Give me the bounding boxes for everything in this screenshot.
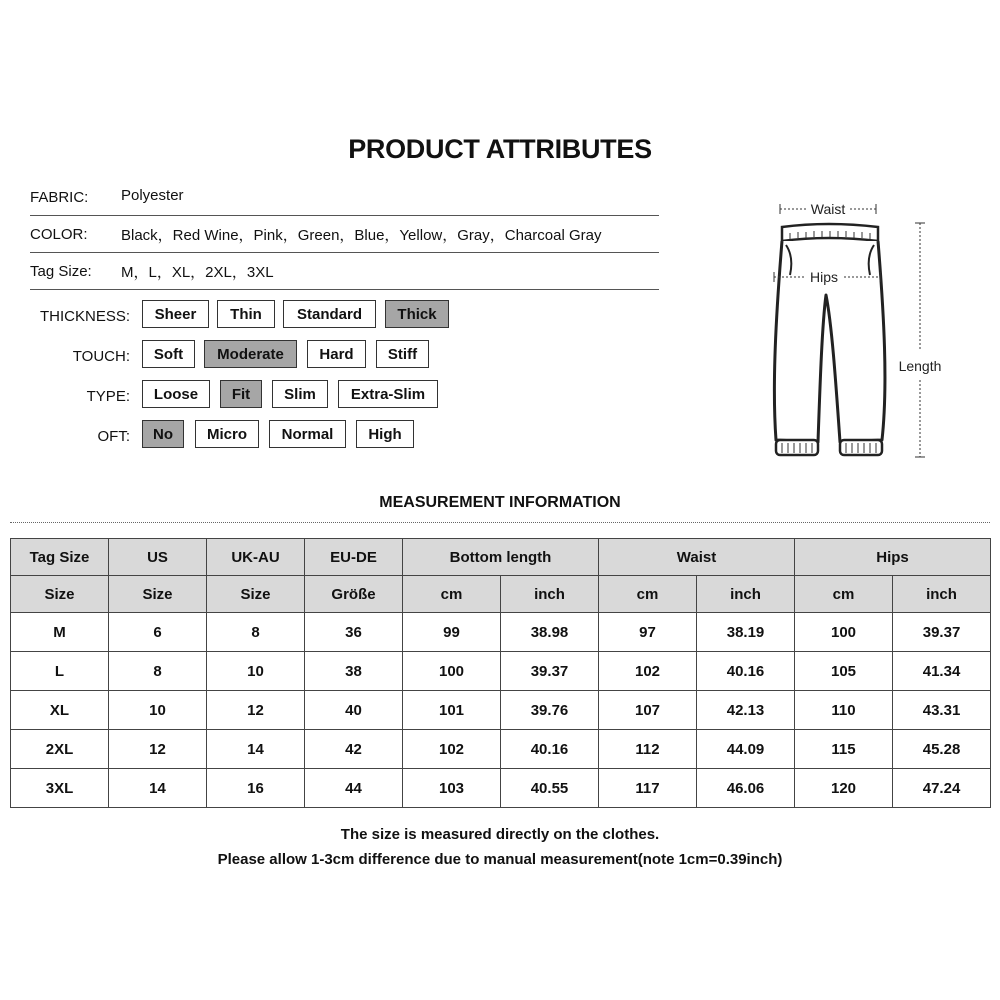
table-cell: 46.06 <box>697 769 795 808</box>
option-slim[interactable]: Slim <box>272 380 328 408</box>
table-cell: 39.37 <box>893 613 991 652</box>
table-cell: 3XL <box>11 769 109 808</box>
table-cell: 100 <box>403 652 501 691</box>
table-cell: 12 <box>109 730 207 769</box>
oft-label: OFT: <box>97 428 130 445</box>
color-row <box>30 215 659 253</box>
table-cell: 47.24 <box>893 769 991 808</box>
waist-label: Waist <box>810 201 846 217</box>
type-label: TYPE: <box>86 388 130 405</box>
subheader-cell: Größe <box>305 576 403 613</box>
table-cell: 6 <box>109 613 207 652</box>
table-cell: 14 <box>207 730 305 769</box>
option-hard[interactable]: Hard <box>307 340 366 368</box>
color-value: Black，Red Wine，Pink，Green，Blue，Yellow，Gray，Charcoal Gray <box>121 227 602 244</box>
subheader-cell: inch <box>697 576 795 613</box>
table-row <box>11 769 991 808</box>
header-cell: Hips <box>795 539 991 576</box>
option-sheer[interactable]: Sheer <box>142 300 209 328</box>
option-soft[interactable]: Soft <box>142 340 195 368</box>
table-cell: 99 <box>403 613 501 652</box>
table-cell: 117 <box>599 769 697 808</box>
fabric-value: Polyester <box>121 187 184 204</box>
table-cell: 10 <box>207 652 305 691</box>
tag-size-value: M，L，XL，2XL，3XL <box>121 264 274 281</box>
table-header-row <box>11 539 991 576</box>
table-cell: 102 <box>599 652 697 691</box>
option-extra-slim[interactable]: Extra-Slim <box>338 380 438 408</box>
page-title: PRODUCT ATTRIBUTES <box>348 134 652 164</box>
measurement-title: MEASUREMENT INFORMATION <box>379 494 621 511</box>
table-cell: 107 <box>599 691 697 730</box>
table-cell: 103 <box>403 769 501 808</box>
option-micro[interactable]: Micro <box>195 420 259 448</box>
table-cell: 40.16 <box>501 730 599 769</box>
fabric-row <box>30 178 659 216</box>
table-cell: 40 <box>305 691 403 730</box>
table-cell: 8 <box>109 652 207 691</box>
table-subheader-row <box>11 576 991 613</box>
table-cell: 112 <box>599 730 697 769</box>
color-label: COLOR: <box>30 226 88 243</box>
thickness-label: THICKNESS: <box>39 308 130 325</box>
table-cell: 38 <box>305 652 403 691</box>
table-cell: 38.98 <box>501 613 599 652</box>
table-row <box>11 613 991 652</box>
table-cell: 40.16 <box>697 652 795 691</box>
option-standard[interactable]: Standard <box>283 300 376 328</box>
table-cell: 105 <box>795 652 893 691</box>
table-cell: 110 <box>795 691 893 730</box>
fabric-label: FABRIC: <box>30 189 89 206</box>
option-loose[interactable]: Loose <box>142 380 210 408</box>
table-cell: 44 <box>305 769 403 808</box>
table-cell: 44.09 <box>697 730 795 769</box>
table-cell: 42 <box>305 730 403 769</box>
table-cell: 36 <box>305 613 403 652</box>
table-row <box>11 652 991 691</box>
table-cell: 8 <box>207 613 305 652</box>
tag-size-label: Tag Size: <box>30 263 92 280</box>
option-thin[interactable]: Thin <box>217 300 275 328</box>
subheader-cell: inch <box>893 576 991 613</box>
table-cell: 16 <box>207 769 305 808</box>
subheader-cell: cm <box>599 576 697 613</box>
table-cell: 40.55 <box>501 769 599 808</box>
option-fit[interactable]: Fit <box>220 380 262 408</box>
header-cell: Waist <box>599 539 795 576</box>
note-line-2: Please allow 1-3cm difference due to manual measurement(note 1cm=0.39inch) <box>217 851 783 868</box>
table-cell: 12 <box>207 691 305 730</box>
table-cell: 39.37 <box>501 652 599 691</box>
table-cell: XL <box>11 691 109 730</box>
table-cell: 97 <box>599 613 697 652</box>
table-body <box>11 613 991 808</box>
header-cell: UK-AU <box>207 539 305 576</box>
header-cell: EU-DE <box>305 539 403 576</box>
option-thick[interactable]: Thick <box>385 300 449 328</box>
table-cell: 115 <box>795 730 893 769</box>
header-cell: Bottom length <box>403 539 599 576</box>
tag-size-row <box>30 252 659 290</box>
table-row <box>11 730 991 769</box>
subheader-cell: Size <box>207 576 305 613</box>
note-line-1: The size is measured directly on the clothes. <box>340 826 660 843</box>
table-cell: 42.13 <box>697 691 795 730</box>
option-stiff[interactable]: Stiff <box>376 340 429 368</box>
option-high[interactable]: High <box>356 420 414 448</box>
hips-label: Hips <box>809 269 839 285</box>
subheader-cell: cm <box>403 576 501 613</box>
header-cell: US <box>109 539 207 576</box>
length-label: Length <box>898 358 942 374</box>
table-cell: 102 <box>403 730 501 769</box>
table-cell: 43.31 <box>893 691 991 730</box>
table-cell: M <box>11 613 109 652</box>
option-normal[interactable]: Normal <box>269 420 346 448</box>
table-cell: L <box>11 652 109 691</box>
subheader-cell: cm <box>795 576 893 613</box>
subheader-cell: inch <box>501 576 599 613</box>
pants-diagram <box>760 195 1000 475</box>
subheader-cell: Size <box>11 576 109 613</box>
option-moderate[interactable]: Moderate <box>204 340 297 368</box>
length-measure-line <box>915 223 925 457</box>
table-cell: 100 <box>795 613 893 652</box>
table-row <box>11 691 991 730</box>
subheader-cell: Size <box>109 576 207 613</box>
table-cell: 101 <box>403 691 501 730</box>
table-cell: 45.28 <box>893 730 991 769</box>
option-no[interactable]: No <box>142 420 184 448</box>
touch-label: TOUCH: <box>72 348 130 365</box>
measurement-table <box>10 538 991 808</box>
table-cell: 39.76 <box>501 691 599 730</box>
dotted-divider <box>10 522 990 523</box>
table-cell: 120 <box>795 769 893 808</box>
table-cell: 38.19 <box>697 613 795 652</box>
table-cell: 41.34 <box>893 652 991 691</box>
header-cell: Tag Size <box>11 539 109 576</box>
table-cell: 10 <box>109 691 207 730</box>
table-cell: 14 <box>109 769 207 808</box>
table-cell: 2XL <box>11 730 109 769</box>
